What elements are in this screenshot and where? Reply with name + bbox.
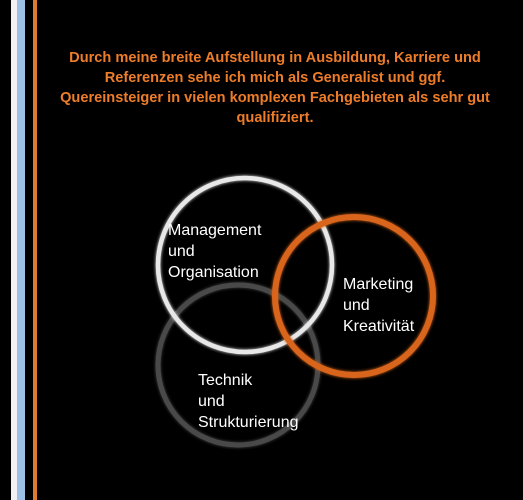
management-line-3: Organisation — [168, 264, 259, 281]
venn-label-technik — [198, 370, 299, 433]
technik-line-3: Strukturierung — [198, 414, 299, 431]
technik-line-1: Technik — [198, 372, 253, 389]
marketing-line-2: und — [343, 297, 370, 314]
management-line-2: und — [168, 243, 195, 260]
management-line-1: Management — [168, 222, 262, 239]
technik-line-2: und — [198, 393, 225, 410]
marketing-line-3: Kreativität — [343, 318, 415, 335]
venn-label-management — [168, 220, 261, 283]
marketing-line-1: Marketing — [343, 276, 414, 293]
venn-label-marketing — [343, 274, 414, 337]
intro-paragraph: Durch meine breite Aufstellung in Ausbildung, Karriere und Referenzen sehe ich mich als Generalist und ggf. Quereinsteiger in vielen komplexen Fachgebieten als sehr gut qualifiziert. — [60, 50, 490, 126]
